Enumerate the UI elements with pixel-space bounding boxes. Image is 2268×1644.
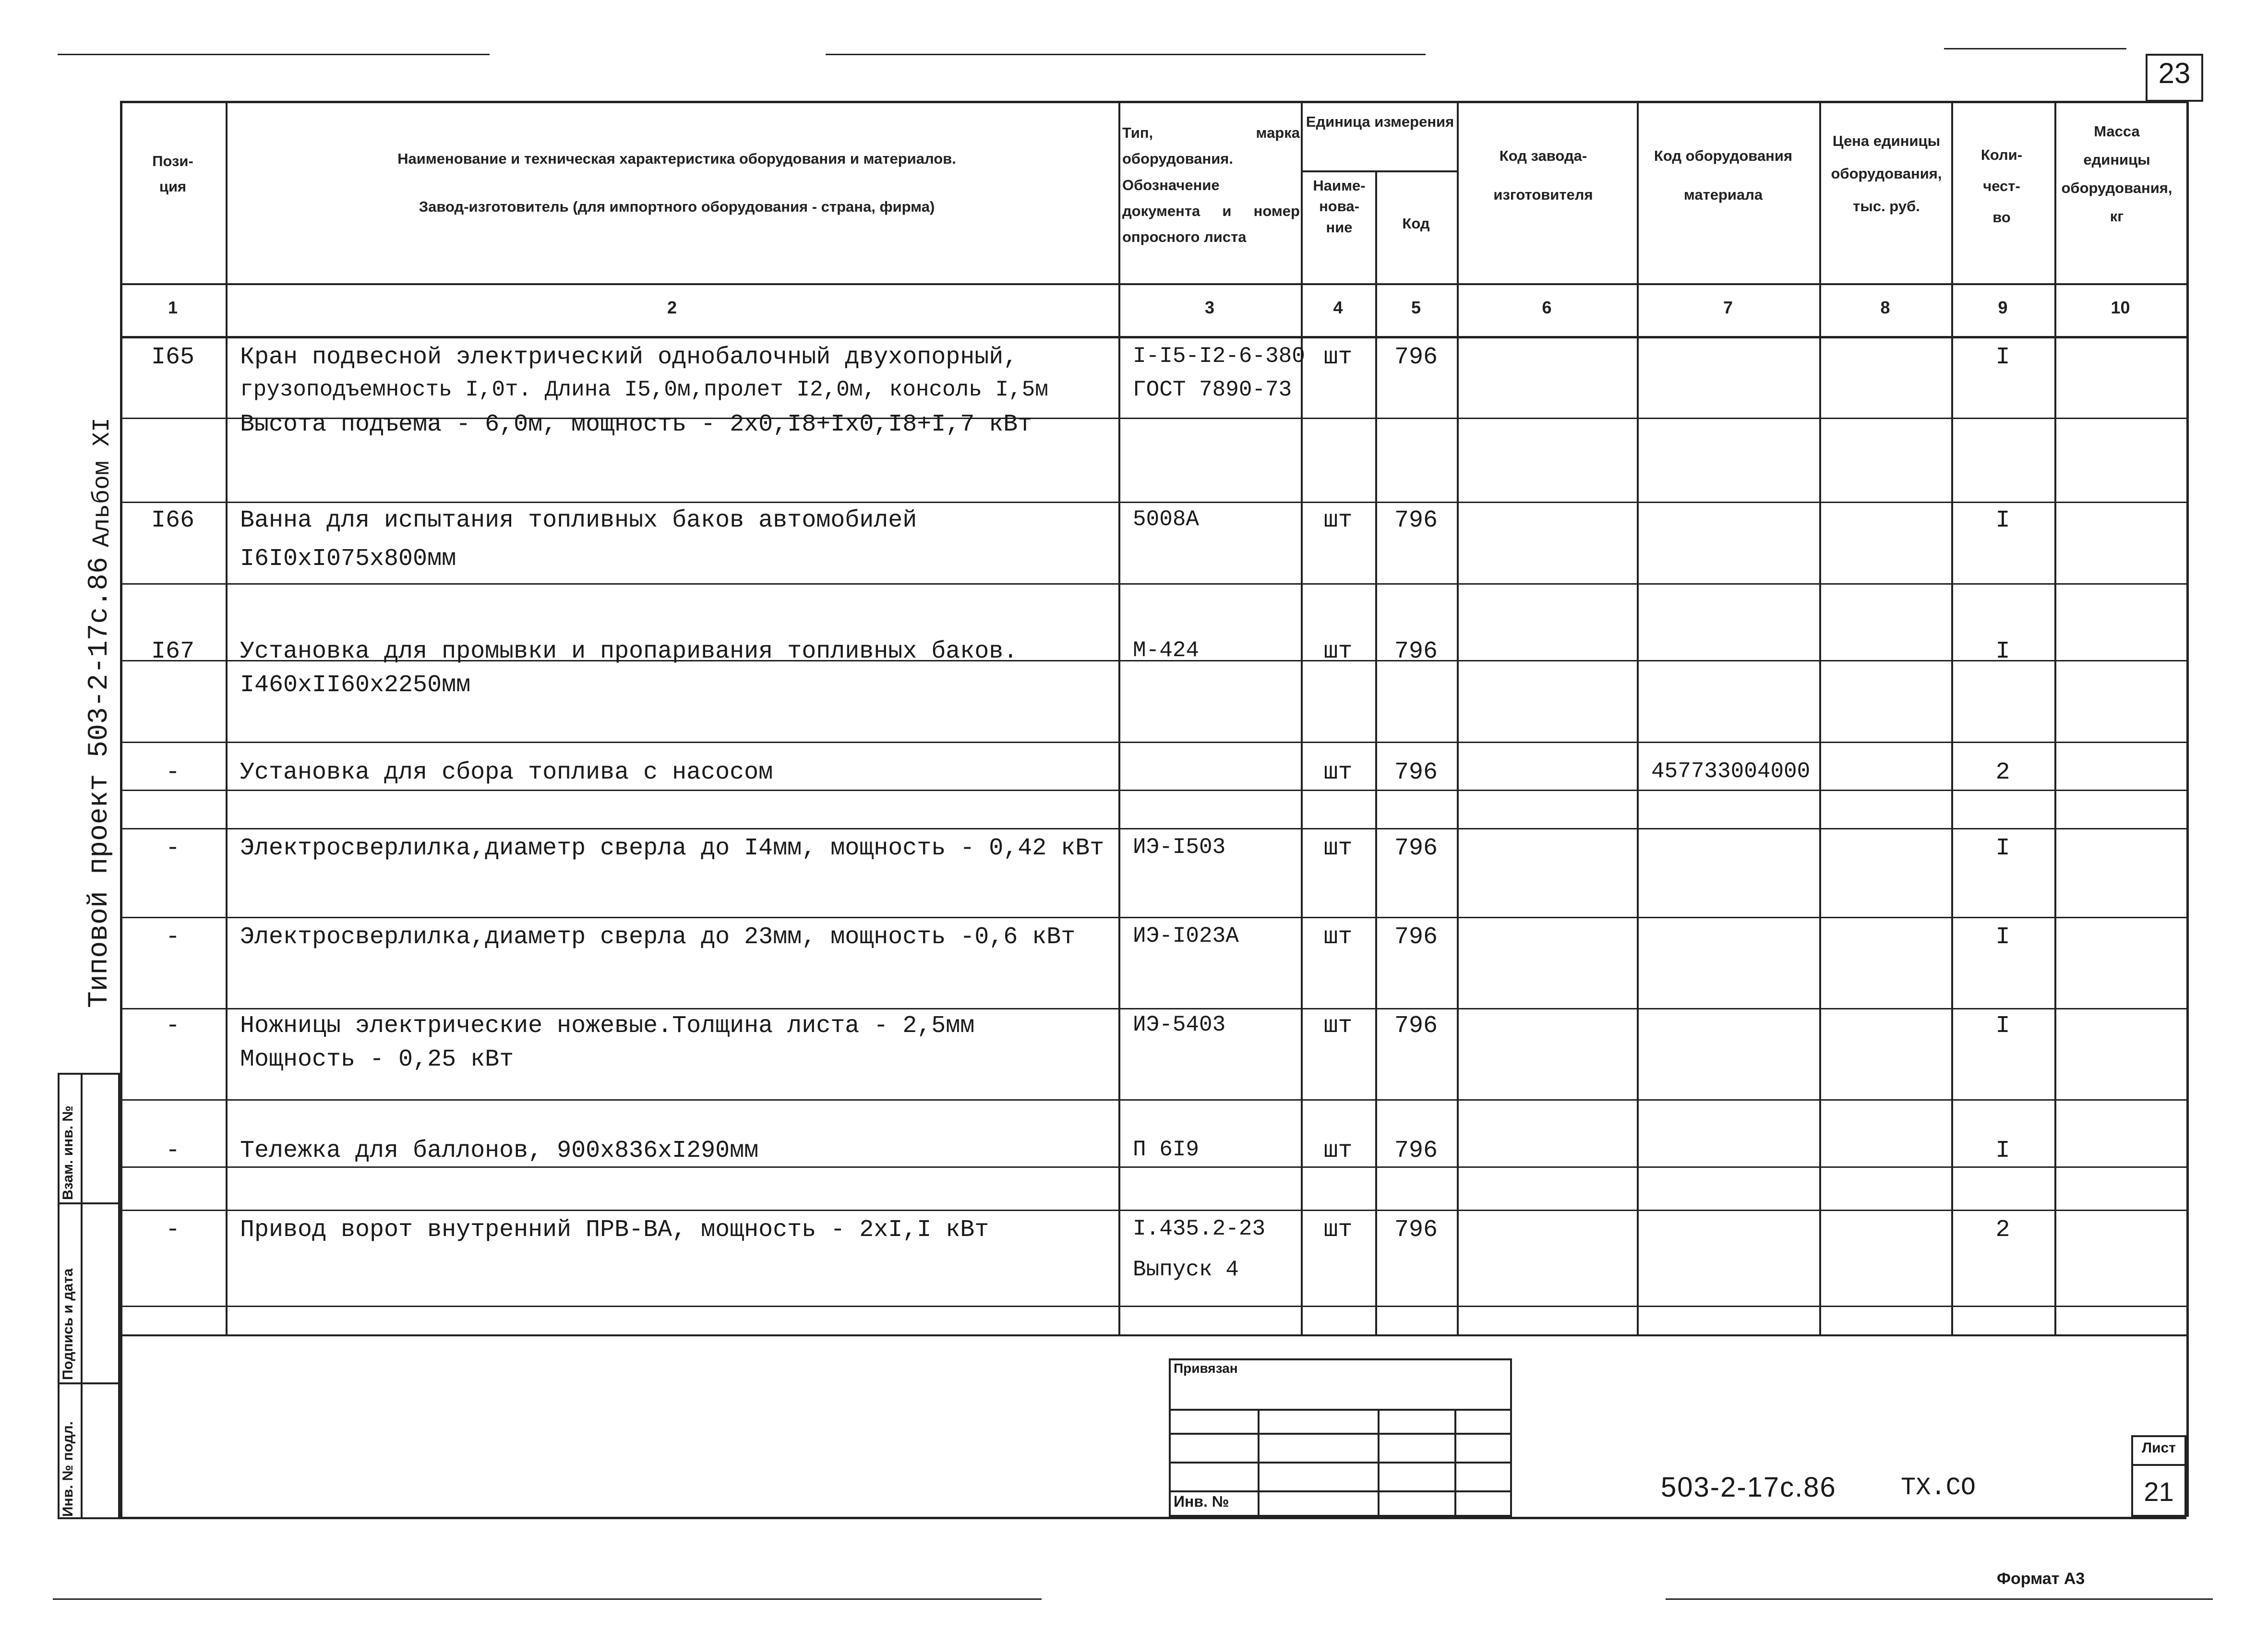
column-number: 6 [1542, 298, 1552, 317]
row-line [120, 828, 2186, 829]
type-cell: I-I5-I2-6-380 [1133, 344, 1305, 369]
stamp-line [1454, 1409, 1456, 1517]
type-cell: П 6I9 [1133, 1137, 1200, 1162]
column-divider [1637, 101, 1639, 1334]
page-number: 23 [2158, 57, 2191, 89]
unit-code-cell: 796 [1394, 1137, 1438, 1164]
unit-code-cell: 796 [1394, 835, 1438, 862]
name-cell: Электросверлилка,диаметр сверла до 23мм, мощность -0,6 кВт [240, 924, 1076, 951]
document-code: ТХ.СО [1901, 1474, 1976, 1502]
column-number: 5 [1411, 298, 1421, 317]
unit-name-cell: шт [1323, 638, 1353, 665]
unit-code-cell: 796 [1394, 344, 1438, 371]
header-quantity: Коли- чест- во [1980, 146, 2023, 226]
unit-code-cell: 796 [1394, 1012, 1438, 1040]
name-cell: I460хII60х2250мм [240, 672, 471, 699]
unit-name-cell: шт [1323, 344, 1353, 371]
column-number: 3 [1204, 298, 1215, 317]
row-line [120, 336, 2186, 337]
unit-name-cell: шт [1323, 924, 1353, 951]
name-cell: грузоподъемность I,0т. Длина I5,0м,пролет I2,0м, консоль I,5м [240, 377, 1048, 402]
position-cell: I67 [151, 638, 194, 665]
column-number: 9 [1998, 298, 2008, 317]
quantity-cell: I [1995, 924, 2010, 951]
header-equipment-code: Код оборудования материала [1654, 147, 1793, 203]
quantity-cell: I [1995, 1012, 2010, 1040]
header-unit-name: Наиме- нова- ние [1313, 177, 1366, 236]
stamp-line [1169, 1462, 1512, 1464]
header-price: Цена единицы оборудования, тыс. руб. [1831, 132, 1942, 215]
type-cell: ИЭ-5403 [1133, 1012, 1226, 1037]
stamp-line [1378, 1409, 1380, 1517]
row-line [120, 1306, 2186, 1307]
header-unit-group: Единица измерения [1306, 113, 1454, 130]
scan-edge-line [826, 54, 1426, 55]
stamp-divider [58, 1202, 120, 1204]
quantity-cell: I [1995, 507, 2010, 534]
column-divider [1457, 101, 1459, 1334]
position-cell: - [165, 924, 180, 951]
position-cell: - [165, 835, 180, 862]
table-body-bottom-line [120, 1334, 2186, 1336]
format-label: Формат А3 [1997, 1570, 2085, 1588]
project-label: Типовой проект 503-2-17с.86 [84, 557, 115, 1008]
header-position: Пози- ция [152, 153, 193, 195]
position-cell: - [165, 1012, 180, 1040]
name-cell: Установка для промывки и пропаривания топливных баков. [240, 638, 1018, 665]
stamp-line [1169, 1409, 1512, 1411]
table-border-top [120, 101, 2186, 103]
scan-edge-line [1666, 1598, 2213, 1600]
column-number: 7 [1723, 298, 1733, 317]
type-cell: М-424 [1133, 638, 1200, 663]
equipment-code-cell: 457733004000 [1651, 759, 1811, 784]
header-factory-code: Код завода-изготовителя [1493, 147, 1593, 203]
quantity-cell: I [1995, 835, 2010, 862]
column-number: 8 [1880, 298, 1890, 317]
type-cell: 5008А [1133, 507, 1200, 532]
quantity-cell: I [1995, 344, 2010, 371]
sheet-box-divider [2131, 1464, 2186, 1466]
row-line [120, 917, 2186, 918]
column-divider [1819, 101, 1821, 1334]
header-mass: Масса единицы оборудования, кг [2061, 123, 2172, 225]
position-cell: I65 [151, 344, 194, 371]
row-line [120, 1008, 2186, 1009]
privyazan-label: Привязан [1174, 1361, 1238, 1376]
stamp-inv-label: Инв. № подл. [60, 1421, 76, 1517]
type-cell: ИЭ-I023А [1133, 924, 1239, 948]
sheet-label: Лист [2142, 1440, 2176, 1456]
name-cell: Тележка для баллонов, 900х836хI290мм [240, 1137, 759, 1164]
scan-edge-line [53, 1598, 1042, 1600]
name-cell: Ванна для испытания топливных баков автомобилей [240, 507, 917, 534]
column-number: 2 [667, 298, 677, 317]
column-number: 1 [168, 298, 178, 317]
row-line [120, 1099, 2186, 1101]
unit-code-cell: 796 [1394, 638, 1438, 665]
name-cell: Ножницы электрические ножевые.Толщина листа - 2,5мм [240, 1012, 975, 1040]
unit-code-cell: 796 [1394, 1216, 1438, 1244]
quantity-cell: I [1995, 1137, 2010, 1164]
type-cell: ГОСТ 7890-73 [1133, 377, 1292, 402]
header-unit-code: Код [1402, 215, 1430, 232]
name-cell: Высота подъема - 6,0м, мощность - 2х0,I8+Iх0,I8+I,7 кВт [240, 411, 1032, 438]
inv-number-label: Инв. № [1174, 1493, 1229, 1510]
position-cell: I66 [151, 507, 194, 534]
header-name-line1: Наименование и техническая характеристика оборудования и материалов. [397, 150, 956, 167]
name-cell: Привод ворот внутренний ПРВ-ВА, мощность - 2хI,I кВт [240, 1216, 989, 1244]
scan-edge-line [1944, 48, 2126, 49]
stamp-signature-label: Подпись и дата [60, 1268, 76, 1380]
album-label: Альбом XI [89, 417, 116, 547]
document-designation: 503-2-17с.86 [1661, 1472, 1836, 1503]
name-cell: Мощность - 0,25 кВт [240, 1046, 514, 1073]
stamp-replace-label: Взам. инв. № [60, 1105, 76, 1200]
unit-name-cell: шт [1323, 759, 1353, 786]
header-type: Тип, марка оборудования. Обозначение документа и номер опросного листа [1122, 124, 1300, 245]
name-cell: Электросверлилка,диаметр сверла до I4мм, мощность - 0,42 кВт [240, 835, 1104, 862]
quantity-cell: 2 [1995, 759, 2010, 786]
row-line [120, 790, 2186, 791]
quantity-cell: 2 [1995, 1216, 2010, 1244]
column-divider [226, 101, 228, 1334]
column-number: 4 [1333, 298, 1343, 317]
position-cell: - [165, 759, 180, 786]
column-divider [1118, 101, 1120, 1334]
name-cell: Установка для сбора топлива с насосом [240, 759, 773, 786]
stamp-divider [81, 1073, 83, 1519]
row-line [120, 1166, 2186, 1168]
stamp-line [1169, 1490, 1512, 1492]
column-divider [2054, 101, 2056, 1334]
unit-code-cell: 796 [1394, 507, 1438, 534]
row-line [120, 742, 2186, 743]
unit-code-cell: 796 [1394, 924, 1438, 951]
table-border-bottom [120, 1517, 2186, 1519]
sheet-number: 21 [2144, 1476, 2174, 1507]
name-cell: I6I0хI075х800мм [240, 545, 456, 573]
unit-name-cell: шт [1323, 1012, 1353, 1040]
unit-group-line [1301, 170, 1457, 172]
column-number: 10 [2111, 298, 2130, 317]
unit-name-cell: шт [1323, 507, 1353, 534]
header-name-line2: Завод-изготовитель (для импортного оборудования - страна, фирма) [419, 198, 935, 215]
unit-name-cell: шт [1323, 835, 1353, 862]
name-cell: Кран подвесной электрический однобалочный двухопорный, [240, 344, 1018, 371]
stamp-divider [58, 1382, 120, 1384]
row-line [120, 502, 2186, 503]
row-line [120, 1210, 2186, 1211]
unit-name-cell: шт [1323, 1216, 1353, 1244]
position-cell: - [165, 1216, 180, 1244]
type-cell: Выпуск 4 [1133, 1257, 1239, 1282]
unit-code-cell: 796 [1394, 759, 1438, 786]
stamp-line [1258, 1409, 1260, 1517]
row-line [120, 583, 2186, 585]
type-cell: ИЭ-I503 [1133, 835, 1226, 860]
position-cell: - [165, 1137, 180, 1164]
header-bottom-line [120, 283, 2186, 285]
unit-name-cell: шт [1323, 1137, 1353, 1164]
quantity-cell: I [1995, 638, 2010, 665]
table-border-right [2186, 101, 2189, 1517]
scan-edge-line [58, 54, 490, 55]
type-cell: I.435.2-23 [1133, 1216, 1266, 1241]
stamp-line [1169, 1433, 1512, 1435]
